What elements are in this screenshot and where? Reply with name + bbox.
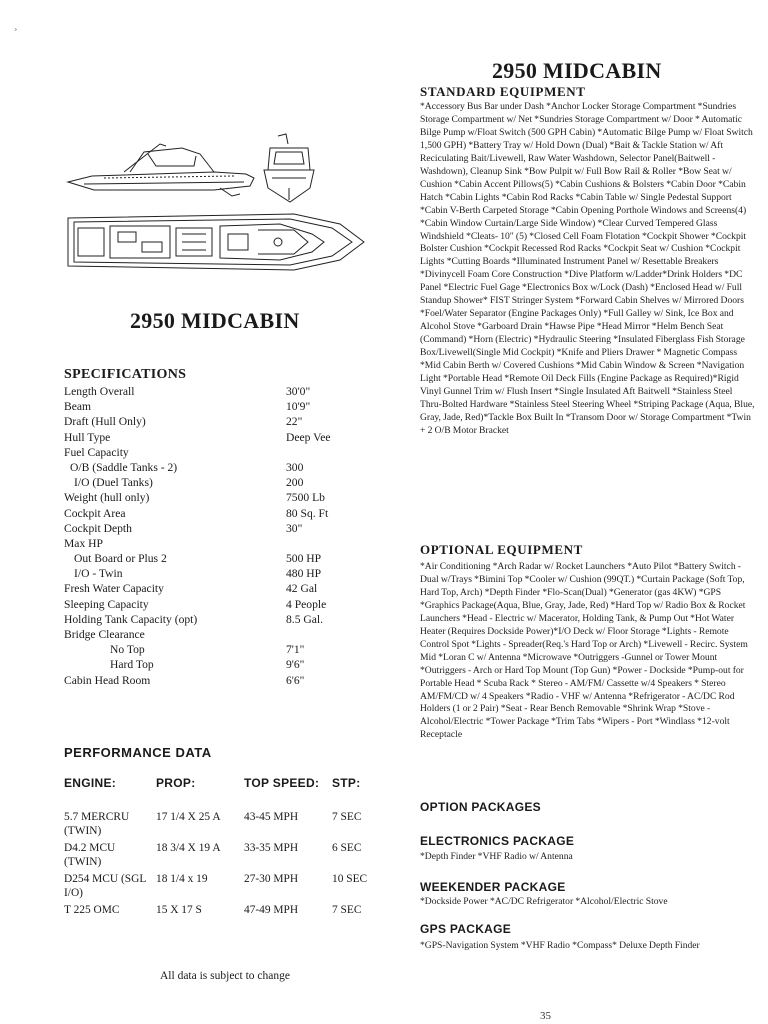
spec-label: Hull Type (64, 430, 111, 444)
prop-cell: 15 X 17 S (156, 904, 202, 916)
column-header-engine: ENGINE: (64, 776, 117, 790)
specifications-list (64, 384, 384, 688)
performance-heading: PERFORMANCE DATA (64, 745, 212, 760)
prop-cell: 18 3/4 X 19 A (156, 842, 221, 854)
stp-cell: 7 SEC (332, 811, 362, 823)
spec-label: Sleeping Capacity (64, 597, 149, 611)
stp-cell: 6 SEC (332, 842, 362, 854)
spec-label: Fuel Capacity (64, 445, 129, 459)
optional-equipment-text: *Air Conditioning *Arch Radar w/ Rocket Launchers *Auto Pilot *Battery Switch - Dual w/Trays *Bimini Top *Cooler w/ Cushion (99QT.) *Curtain Package (Soft Top, Hard Top, Arch) *Depth Finder *Flo-Scan(Dual) *Generator (gas 4KW) *GPS *Graphics Package(Aqua, Blue, Gray, Jade, Red) *Hard Top w/ Radio Box & Rocket Launchers *Head - Electric w/ Macerator, Holding Tank, & Pump Out *Hot Water Heater (Requires Dockside Power)*I/O Deck w/ Floor Storage *Lights - Remote Control Spot *Lights - Spreader(Req.'s Hard Top or Arch) *Livewell - Recirc. System Mid *Loran C w/ Antenna *Microwave *Outriggers -Gunnel or Tower Mount *Outriggers - Arch or Hard Top Mount (Top Gun) *Power - Dockside *Pump-out for Portable Head * Scuba Rack * Stereo - AM/FM/ Cassette w/4 Speakers * Stereo AM/FM/CD w/ 4 Speakers *Radio - VHF w/ Antenna *Refrigerator - AC/DC Rod Holders (1 or 2 Pair) *Seat - Rear Bench Removable *Shrink Wrap *Stove - Alcohol/Electric *Tower Package *Trim Tabs *Wipers - Port *Windlass *12-volt Receptacle (420, 561, 748, 741)
speed-cell: 27-30 MPH (244, 873, 299, 885)
right-model-title: 2950 MIDCABIN (492, 58, 662, 83)
spec-label: Weight (hull only) (64, 491, 150, 505)
performance-table (64, 776, 394, 934)
spec-row (64, 460, 384, 475)
spec-row (64, 506, 384, 521)
spec-row (64, 536, 384, 551)
spec-value: 9'6" (286, 658, 305, 672)
spec-row (64, 445, 384, 460)
spec-value: 30" (286, 521, 303, 535)
table-row (64, 841, 394, 872)
spec-label: I/O - Twin (74, 567, 123, 581)
spec-label: Fresh Water Capacity (64, 582, 164, 596)
speed-cell: 47-49 MPH (244, 904, 299, 916)
stp-cell: 7 SEC (332, 904, 362, 916)
spec-value: 6'6" (286, 673, 305, 687)
spec-label: I/O (Duel Tanks) (74, 476, 153, 490)
spec-row (64, 384, 384, 399)
gps-package-heading: GPS PACKAGE (420, 922, 512, 936)
spec-row (64, 475, 384, 490)
boat-profile-drawing (68, 144, 254, 196)
spec-label: O/B (Saddle Tanks - 2) (70, 460, 178, 474)
spec-row (64, 430, 384, 445)
column-header-stp: STP: (332, 776, 361, 790)
standard-equipment-heading: STANDARD EQUIPMENT (420, 84, 586, 99)
spec-label: Beam (64, 400, 92, 414)
spec-value: 200 (286, 476, 304, 490)
spec-row (64, 566, 384, 581)
spec-label: Cabin Head Room (64, 673, 151, 687)
spec-label: Out Board or Plus 2 (74, 552, 167, 566)
gps-package-text: *GPS-Navigation System *VHF Radio *Compass* Deluxe Depth Finder (420, 940, 700, 951)
option-packages-heading: OPTION PACKAGES (420, 800, 541, 814)
spec-label: No Top (110, 643, 145, 657)
column-header-top-speed: TOP SPEED: (244, 776, 320, 790)
spec-value: 42 Gal (286, 582, 318, 596)
spec-row (64, 642, 384, 657)
engine-cell: D254 MCU (SGL I/O) (64, 873, 146, 899)
spec-value: Deep Vee (286, 430, 331, 444)
speed-cell: 33-35 MPH (244, 842, 299, 854)
spec-row (64, 581, 384, 596)
performance-header-row (64, 776, 394, 796)
page-number: 35 (540, 1010, 551, 1022)
optional-equipment-heading: OPTIONAL EQUIPMENT (420, 542, 583, 557)
spec-row (64, 597, 384, 612)
spec-value: 8.5 Gal. (286, 612, 324, 626)
spec-label: Draft (Hull Only) (64, 415, 146, 429)
column-header-prop: PROP: (156, 776, 196, 790)
boat-front-view-drawing (264, 134, 314, 202)
specifications-heading: SPECIFICATIONS (64, 367, 187, 382)
spec-value: 22" (286, 415, 303, 429)
spec-value: 10'9" (286, 400, 311, 414)
spec-value: 7'1" (286, 643, 305, 657)
stp-cell: 10 SEC (332, 873, 368, 885)
spec-label: Length Overall (64, 385, 135, 398)
spec-row (64, 612, 384, 627)
engine-cell: T 225 OMC (64, 904, 120, 916)
spec-value: 480 HP (286, 567, 322, 581)
spec-value: 500 HP (286, 552, 322, 566)
table-row (64, 872, 394, 903)
table-row (64, 810, 394, 841)
boat-top-view-drawing (68, 214, 364, 270)
page-mark: ¸ (14, 20, 18, 31)
spec-value: 7500 Lb (286, 491, 325, 505)
spec-value: 80 Sq. Ft (286, 506, 329, 520)
spec-row (64, 627, 384, 642)
spec-label: Max HP (64, 536, 103, 550)
electronics-package-heading: ELECTRONICS PACKAGE (420, 834, 575, 848)
weekender-package-heading: WEEKENDER PACKAGE (420, 880, 566, 894)
spec-value: 30'0" (286, 385, 311, 398)
boat-drawings (64, 130, 376, 280)
spec-row (64, 551, 384, 566)
speed-cell: 43-45 MPH (244, 811, 299, 823)
spec-row (64, 657, 384, 672)
spec-label: Bridge Clearance (64, 628, 145, 641)
engine-cell: 5.7 MERCRU (TWIN) (64, 811, 130, 837)
spec-value: 4 People (286, 597, 327, 611)
spec-label: Cockpit Area (64, 506, 126, 520)
left-model-title: 2950 MIDCABIN (130, 308, 300, 333)
electronics-package-text: *Depth Finder *VHF Radio w/ Antenna (420, 851, 573, 862)
spec-row (64, 399, 384, 414)
engine-cell: D4.2 MCU (TWIN) (64, 842, 116, 868)
prop-cell: 17 1/4 X 25 A (156, 811, 221, 823)
spec-row (64, 414, 384, 429)
spec-value: 300 (286, 460, 304, 474)
prop-cell: 18 1/4 x 19 (156, 873, 208, 885)
spec-label: Holding Tank Capacity (opt) (64, 612, 198, 626)
spec-label: Hard Top (110, 658, 154, 672)
weekender-package-text: *Dockside Power *AC/DC Refrigerator *Alcohol/Electric Stove (420, 896, 668, 907)
spec-label: Cockpit Depth (64, 521, 132, 535)
disclaimer-text: All data is subject to change (160, 970, 290, 982)
spec-row (64, 490, 384, 505)
standard-equipment-text: *Accessory Bus Bar under Dash *Anchor Locker Storage Compartment *Sundries Storage Compartment w/ Net *Sundries Storage Compartment w/ Door * Automatic Bilge Pump w/Float Switch (500 GPH Cabin) *Automatic Bilge Pump w/ Float Switch 1,500 GPH) *Battery Tray w/ Hold Down (Dual) *Bait & Tackle Station w/ Aft Reciculating Bait/Livewell, Raw Water Washdown, Selector Panel(Baitwell - Washdown), Cleanup Sink *Bow Pulpit w/ Full Bow Rail & Roller *Bow Seat w/ Cushion *Cabin Accent Pillows(5) *Cabin Cushions & Bolsters *Cabin Door *Cabin Hatch *Cabin Lights *Cabin Rod Racks *Cabin Table w/ Single Pedestal Support *Cabin V-Berth Carpeted Storage *Cabin Opening Porthole Windows and Screens(4) *Cabin Window Curtain/Large Side Window) *Clear Curved Tempered Glass Windshield *Cleats- 10" (5) *Closed Cell Foam Flotation *Cockpit Shower *Cockpit Bolster Cushion *Cockpit Recessed Rod Racks *Cockpit Seat w/ Cushion *Cockpit Lights *Cutting Boards *Illuminated Instrument Panel w/ Resettable Breakers *Divinycell Foam Core Construction *Dive Platform w/Ladder*Drink Holders *DC Panel *Electric Fuel Gage *Electronics Box w/Lock (Dash) *Enclosed Head w/ Full Standup Shower* FIST Stringer System *Forward Cabin Shelves w/ Mirrored Doors *Foel/Water Separator (Engine Packages Only) *Full Galley w/ Sink, Ice Box and Alcohol Stove *Garboard Drain *Hawse Pipe *Head Mirror *Helm Bench Seat (Command) *Horn (Electric) *Hydraulic Steering *Insulated Fiberglass Fish Storage Box/Livewell(Single Mid Cockpit) *Knife and Pliers Drawer * Magnetic Compass *Mid Cabin Berth w/ Covered Cushions *Mid Cabin Window & Screen *Navigation Light *Portable Head *Remote Oil Deck Fills (Engine Package as Required)*Rigid Vinyl Gunnel Trim w/ Flush Insert *Single Insulated Aft Baitwell *Stainless Steel Thru-Bolted Hardware *Stainless Steel Steering Wheel *Striping Package (Aqua, Blue, Gray, Jade, Red)*Tackle Box Built In *Transom Door w/ Storage Compartment *Twin + 2 O/B Motor Bracket (420, 101, 755, 436)
spec-row (64, 521, 384, 536)
spec-row (64, 673, 384, 688)
table-row (64, 903, 394, 934)
